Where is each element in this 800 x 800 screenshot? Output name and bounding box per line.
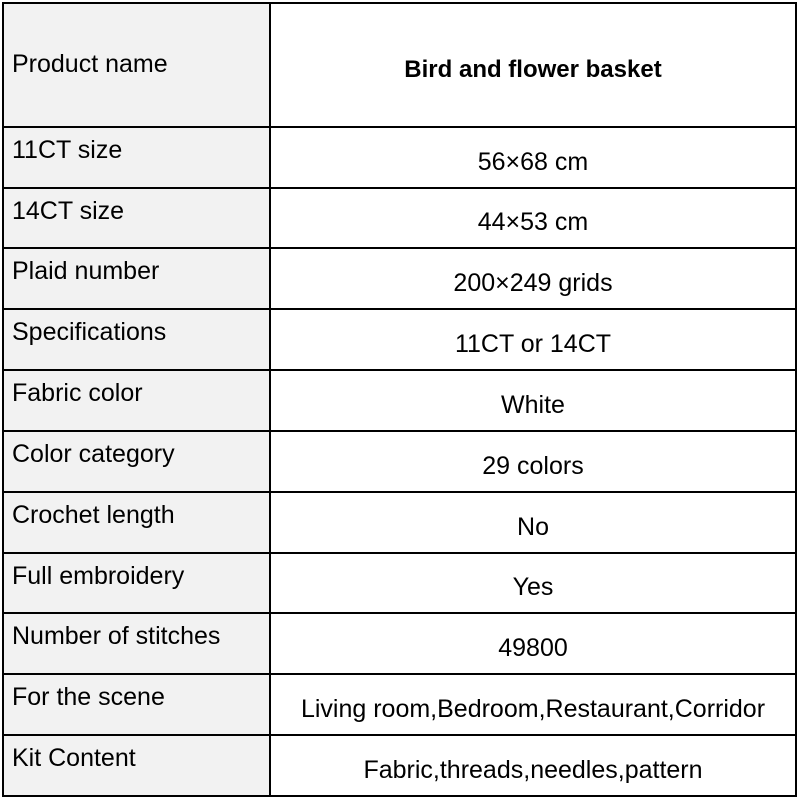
value-cell (270, 553, 796, 614)
value-cell (270, 127, 796, 188)
row-value: Living room,Bedroom,Restaurant,Corridor (300, 695, 766, 724)
row-label: Crochet length (12, 500, 175, 529)
value-cell (270, 492, 796, 553)
label-cell (3, 309, 270, 370)
value-cell (270, 370, 796, 431)
row-label: Fabric color (12, 379, 143, 408)
table-row (3, 188, 796, 249)
value-cell (270, 188, 796, 249)
row-value: No (517, 512, 549, 541)
label-cell (3, 3, 270, 127)
value-cell (270, 309, 796, 370)
table-row (3, 431, 796, 492)
row-label: Plaid number (12, 257, 160, 286)
row-value: Fabric,threads,needles,pattern (363, 756, 703, 784)
row-value: 11CT or 14CT (454, 330, 612, 359)
table-row (3, 492, 796, 553)
table-row (3, 370, 796, 431)
row-label: For the scene (12, 683, 165, 712)
label-cell (3, 127, 270, 188)
label-cell (3, 492, 270, 553)
row-label: Number of stitches (12, 622, 221, 651)
product-name-value: Bird and flower basket (404, 56, 662, 83)
row-value: Yes (512, 573, 554, 602)
table-row (3, 248, 796, 309)
row-label: Product name (12, 50, 168, 78)
row-label: Color category (12, 439, 175, 468)
row-label: 11CT size (12, 135, 123, 164)
value-cell (270, 3, 796, 127)
row-label: 14CT size (12, 196, 125, 225)
table-row (3, 553, 796, 614)
label-cell (3, 370, 270, 431)
row-value: 200×249 grids (453, 269, 613, 298)
value-cell (270, 431, 796, 492)
product-spec-table (2, 2, 797, 797)
value-cell (270, 613, 796, 674)
table-row (3, 674, 796, 735)
label-cell (3, 248, 270, 309)
row-label: Specifications (12, 318, 167, 347)
row-value: 49800 (498, 634, 568, 663)
label-cell (3, 188, 270, 249)
row-value: 29 colors (482, 451, 584, 480)
table-row-product-name (3, 3, 796, 127)
label-cell (3, 735, 270, 796)
label-cell (3, 674, 270, 735)
value-cell (270, 735, 796, 796)
table-row (3, 735, 796, 796)
label-cell (3, 553, 270, 614)
label-cell (3, 613, 270, 674)
row-value: 56×68 cm (477, 147, 589, 176)
label-cell (3, 431, 270, 492)
table-row (3, 613, 796, 674)
row-label: Full embroidery (12, 561, 185, 590)
value-cell (270, 248, 796, 309)
table-row (3, 127, 796, 188)
row-value: 44×53 cm (477, 208, 589, 237)
value-cell (270, 674, 796, 735)
table-row (3, 309, 796, 370)
row-label: Kit Content (12, 744, 136, 773)
row-value: White (501, 390, 565, 419)
